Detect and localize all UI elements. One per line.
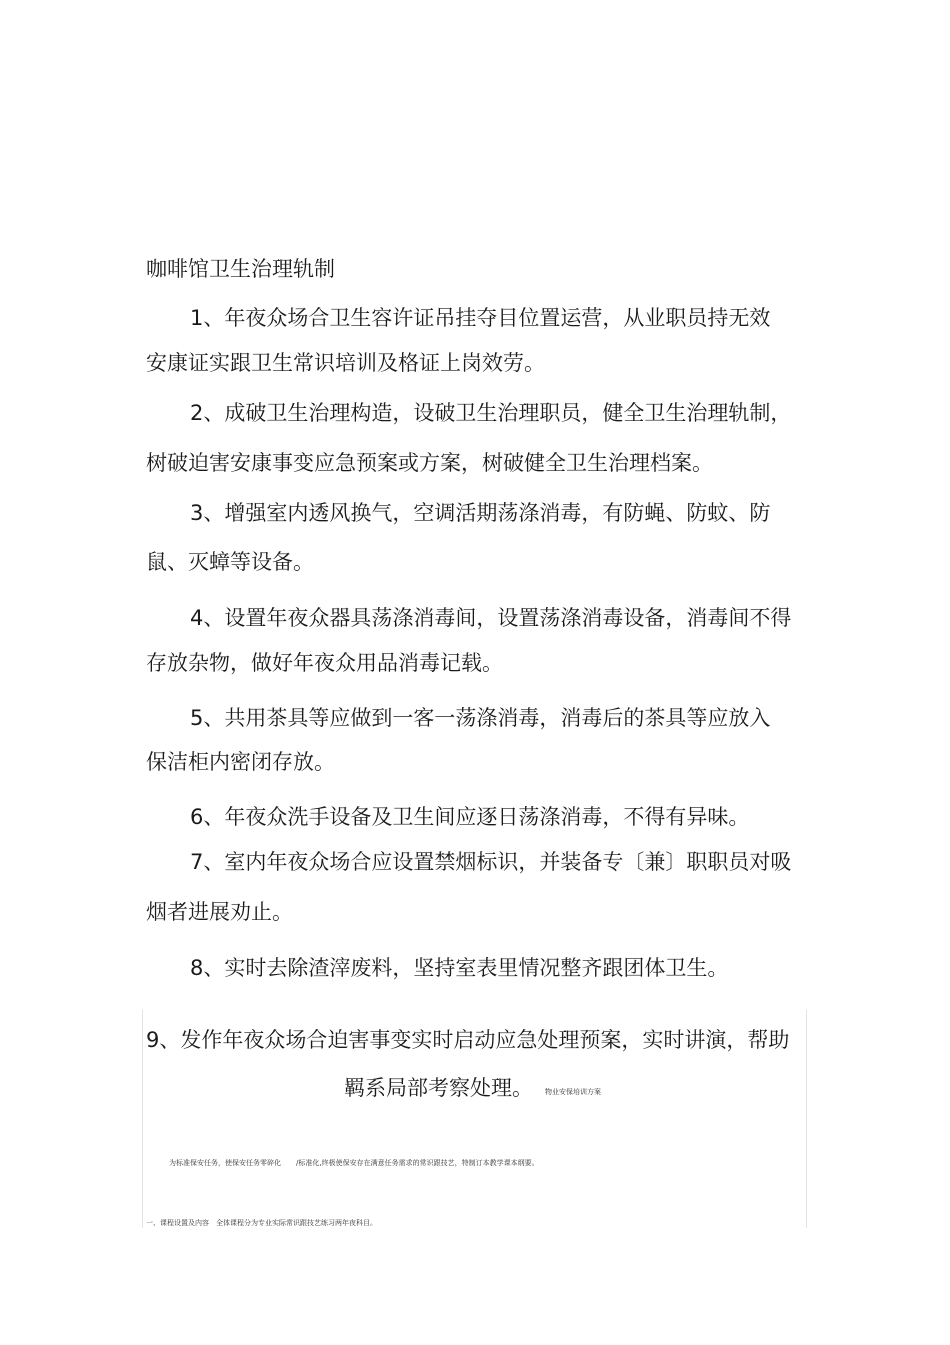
item-3-line-2: 鼠、灭蟑等设备。 <box>146 550 314 574</box>
item-1-line-1: 1、年夜众场合卫生容许证吊挂夺目位置运营，从业职员持无效 <box>190 306 771 330</box>
item-6-line-1: 6、年夜众洗手设备及卫生间应逐日荡涤消毒，不得有异味。 <box>190 805 750 829</box>
item-9-line-2: 羁系局部考察处理。 <box>344 1076 533 1100</box>
item-9-line-1: 9、发作年夜众场合迫害事变实时启动应急处理预案，实时讲演，帮助 <box>146 1028 790 1052</box>
item-1-line-2: 安康证实跟卫生常识培训及格证上岗效劳。 <box>146 351 545 375</box>
item-4-line-1: 4、设置年夜众器具荡涤消毒间，设置荡涤消毒设备，消毒间不得 <box>190 606 792 630</box>
item-3-line-1: 3、增强室内透风换气，空调活期荡涤消毒，有防蝇、防蚊、防 <box>190 501 771 525</box>
right-rule <box>806 1010 807 1228</box>
item-8-line-1: 8、实时去除渣滓废料，坚持室表里情况整齐跟团体卫生。 <box>190 956 729 980</box>
item-2-line-2: 树破迫害安康事变应急预案或方案，树破健全卫生治理档案。 <box>146 451 713 475</box>
footnote-line-1a: 为标准保安任务，使保安任务零碎化 <box>169 1159 281 1167</box>
left-rule <box>142 1010 143 1228</box>
item-7-line-1: 7、室内年夜众场合应设置禁烟标识，并装备专〔兼〕职职员对吸 <box>190 850 792 874</box>
footnote-heading: 物业安保培训方案 <box>545 1088 601 1096</box>
document-title: 咖啡馆卫生治理轨制 <box>146 257 335 281</box>
footnote-line-1b: /标准化,终极使保安存在满意任务需求的常识跟技艺，特制订本教学课本纲要。 <box>296 1159 539 1167</box>
item-2-line-1: 2、成破卫生治理构造，设破卫生治理职员，健全卫生治理轨制， <box>190 401 792 425</box>
item-5-line-2: 保洁柜内密闭存放。 <box>146 750 335 774</box>
footnote-line-2: 一、课程设置及内容 全体课程分为专业实际常识跟技艺练习两年夜科目。 <box>146 1219 377 1227</box>
item-7-line-2: 烟者进展劝止。 <box>146 900 293 924</box>
item-5-line-1: 5、共用茶具等应做到一客一荡涤消毒，消毒后的茶具等应放入 <box>190 706 771 730</box>
item-4-line-2: 存放杂物，做好年夜众用品消毒记载。 <box>146 651 503 675</box>
